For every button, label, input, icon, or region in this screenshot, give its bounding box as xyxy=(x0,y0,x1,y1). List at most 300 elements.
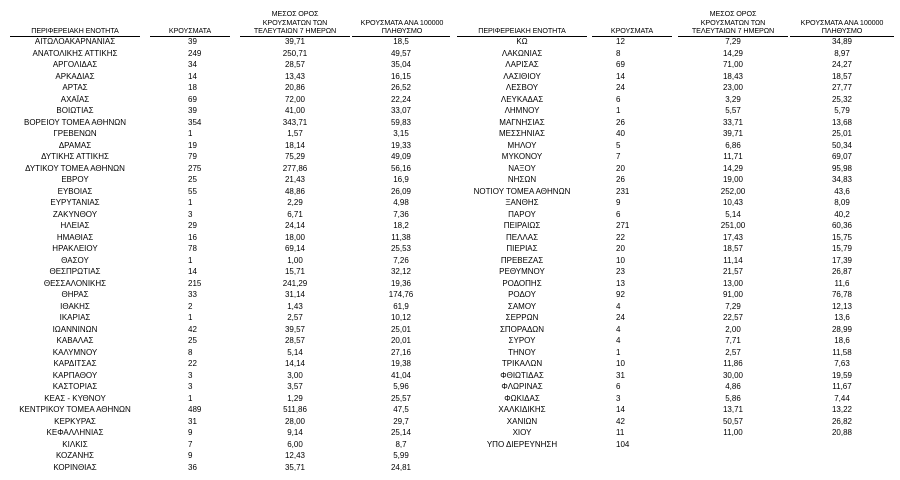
region-cell: ΦΛΩΡΙΝΑΣ xyxy=(501,382,543,391)
region-cell: ΗΡΑΚΛΕΙΟΥ xyxy=(52,244,98,253)
region-cell: ΚΟΡΙΝΘΙΑΣ xyxy=(53,462,97,472)
region-cell: ΝΑΞΟΥ xyxy=(508,163,536,173)
avg7-cell: 91,00 xyxy=(722,290,744,299)
avg7-cell: 5,57 xyxy=(725,106,741,115)
avg7-cell: 1,29 xyxy=(287,393,303,403)
region-cell: ΚΕΑΣ - ΚΥΘΝΟΥ xyxy=(44,393,106,403)
avg7-cell: 18,57 xyxy=(722,244,744,253)
cases-cell: 6 xyxy=(616,94,621,104)
cases-cell: 1 xyxy=(188,313,193,322)
region-cell: ΖΑΚΥΝΘΟΥ xyxy=(52,209,98,219)
avg7-cell: 18,14 xyxy=(284,140,306,150)
cases-cell: 1 xyxy=(188,198,193,207)
header-per100k xyxy=(352,2,452,36)
cases-cell: 6 xyxy=(616,209,621,219)
cases-cell: 26 xyxy=(616,175,625,184)
region-cell: ΔΥΤΙΚΟΥ ΤΟΜΕΑ ΑΘΗΝΩΝ xyxy=(25,163,125,173)
per100k-cell: 20,88 xyxy=(831,428,853,437)
cases-cell: 92 xyxy=(616,290,625,299)
per100k-cell: 60,36 xyxy=(831,221,853,230)
region-cell: ΜΑΓΝΗΣΙΑΣ xyxy=(499,117,545,127)
cases-cell: 16 xyxy=(188,232,197,242)
per100k-cell: 7,63 xyxy=(834,359,850,368)
avg7-cell: 241,29 xyxy=(282,278,308,288)
cases-cell: 31 xyxy=(616,370,625,380)
per100k-cell: 33,07 xyxy=(390,106,412,115)
avg7-cell: 31,14 xyxy=(284,290,306,299)
avg7-cell: 5,14 xyxy=(287,347,303,357)
cases-cell: 4 xyxy=(616,301,621,311)
region-cell: ΧΑΛΚΙΔΙΚΗΣ xyxy=(498,405,546,414)
avg7-cell: 17,43 xyxy=(722,232,744,242)
region-cell: ΕΥΡΥΤΑΝΙΑΣ xyxy=(50,198,100,207)
region-cell: ΠΡΕΒΕΖΑΣ xyxy=(500,255,544,265)
per100k-cell: 25,57 xyxy=(390,393,412,403)
avg7-cell: 20,86 xyxy=(284,83,306,92)
per100k-cell: 5,96 xyxy=(393,382,409,391)
region-cell: ΚΙΛΚΙΣ xyxy=(62,439,88,449)
avg7-cell: 19,00 xyxy=(722,175,744,184)
avg7-cell: 18,00 xyxy=(284,232,306,242)
avg7-cell: 252,00 xyxy=(720,186,746,196)
avg7-cell: 28,57 xyxy=(284,60,306,69)
cases-cell: 104 xyxy=(616,439,630,449)
per100k-cell: 8,97 xyxy=(834,48,850,58)
region-cell: ΤΗΝΟΥ xyxy=(508,347,536,357)
avg7-cell: 71,00 xyxy=(722,60,744,69)
avg7-cell: 14,14 xyxy=(284,359,306,368)
region-cell: ΣΥΡΟΥ xyxy=(508,336,536,345)
per100k-cell: 11,6 xyxy=(834,278,850,288)
avg7-cell: 14,29 xyxy=(722,163,744,173)
region-cell: ΠΕΛΛΑΣ xyxy=(505,232,539,242)
cases-cell: 354 xyxy=(188,117,202,127)
per100k-cell: 13,68 xyxy=(831,117,853,127)
avg7-cell: 343,71 xyxy=(282,117,308,127)
avg7-cell: 6,71 xyxy=(287,209,303,219)
cases-cell: 10 xyxy=(616,255,625,265)
per100k-cell: 49,57 xyxy=(390,48,412,58)
region-cell: ΦΩΚΙΔΑΣ xyxy=(504,393,540,403)
cases-cell: 7 xyxy=(616,152,621,161)
cases-cell: 3 xyxy=(616,393,621,403)
avg7-cell: 11,86 xyxy=(723,359,743,368)
region-cell: ΤΡΙΚΑΛΩΝ xyxy=(501,359,543,368)
region-cell: ΛΑΚΩΝΙΑΣ xyxy=(501,48,543,58)
avg7-cell: 50,57 xyxy=(722,416,744,426)
per100k-cell: 22,24 xyxy=(390,94,412,104)
region-cell: ΙΘΑΚΗΣ xyxy=(60,301,90,311)
cases-cell: 39 xyxy=(188,106,197,115)
cases-cell: 6 xyxy=(616,382,621,391)
region-cell: ΔΡΑΜΑΣ xyxy=(58,140,92,150)
cases-cell: 1 xyxy=(188,393,193,403)
avg7-cell: 511,86 xyxy=(283,405,307,414)
cases-cell: 12 xyxy=(616,37,625,46)
region-cell: ΓΡΕΒΕΝΩΝ xyxy=(53,129,97,138)
per100k-cell: 43,6 xyxy=(834,186,850,196)
region-cell: ΚΑΒΑΛΑΣ xyxy=(56,336,94,345)
per100k-cell: 49,09 xyxy=(390,152,412,161)
per100k-cell: 16,9 xyxy=(393,175,409,184)
per100k-cell: 34,83 xyxy=(831,175,853,184)
region-cell: ΑΡΓΟΛΙΔΑΣ xyxy=(52,60,98,69)
avg7-cell: 7,71 xyxy=(725,336,741,345)
avg7-cell: 9,14 xyxy=(287,428,303,437)
avg7-cell: 13,43 xyxy=(284,71,306,81)
cases-cell: 1 xyxy=(188,129,193,138)
per100k-cell: 25,32 xyxy=(831,94,853,104)
region-cell: ΠΙΕΡΙΑΣ xyxy=(506,244,538,253)
header-cases-text: ΚΡΟΥΣΜΑΤΑ xyxy=(610,26,654,36)
cases-cell: 9 xyxy=(188,428,193,437)
cases-cell: 14 xyxy=(188,267,197,276)
avg7-cell: 6,00 xyxy=(287,439,303,449)
per100k-cell: 11,67 xyxy=(832,382,852,391)
avg7-cell: 1,43 xyxy=(287,301,303,311)
cases-cell: 18 xyxy=(188,83,197,92)
cases-cell: 20 xyxy=(616,244,625,253)
region-cell: ΒΟΙΩΤΙΑΣ xyxy=(56,106,94,115)
per100k-cell: 19,59 xyxy=(831,370,853,380)
region-cell: ΘΑΣΟΥ xyxy=(61,255,89,265)
cases-cell: 23 xyxy=(616,267,625,276)
region-cell: ΒΟΡΕΙΟΥ ΤΟΜΕΑ ΑΘΗΝΩΝ xyxy=(23,117,127,127)
per100k-cell: 18,6 xyxy=(834,336,850,345)
region-cell: ΛΕΥΚΑΔΑΣ xyxy=(500,94,544,104)
region-cell: ΚΑΛΥΜΝΟΥ xyxy=(52,347,98,357)
region-cell: ΜΥΚΟΝΟΥ xyxy=(501,152,543,161)
avg7-cell: 2,00 xyxy=(725,324,741,334)
avg7-cell: 22,57 xyxy=(722,313,744,322)
region-cell: ΣΠΟΡΑΔΩΝ xyxy=(499,324,545,334)
region-cell: ΑΡΤΑΣ xyxy=(62,83,88,92)
avg7-cell: 39,71 xyxy=(722,129,744,138)
cases-cell: 4 xyxy=(616,324,621,334)
per100k-cell: 20,01 xyxy=(390,336,412,345)
region-cell: ΙΩΑΝΝΙΝΩΝ xyxy=(52,324,98,334)
avg7-cell: 28,57 xyxy=(284,336,306,345)
cases-cell: 24 xyxy=(616,83,625,92)
header-avg7 xyxy=(240,2,350,36)
avg7-cell: 3,29 xyxy=(725,94,741,104)
header-per100k-text: ΚΡΟΥΣΜΑΤΑ ΑΝΑ 100000 ΠΛΗΘΥΣΜΟ xyxy=(800,17,884,36)
per100k-cell: 26,09 xyxy=(390,186,412,196)
cases-cell: 25 xyxy=(188,175,197,184)
cases-cell: 31 xyxy=(188,416,197,426)
per100k-cell: 26,82 xyxy=(831,416,853,426)
avg7-cell: 250,71 xyxy=(282,48,308,58)
cases-cell: 5 xyxy=(616,140,621,150)
cases-cell: 25 xyxy=(188,336,197,345)
avg7-cell: 3,57 xyxy=(287,382,303,391)
per100k-cell: 41,04 xyxy=(390,370,412,380)
per100k-cell: 15,75 xyxy=(831,232,853,242)
avg7-cell: 72,00 xyxy=(284,94,306,104)
avg7-cell: 2,29 xyxy=(287,198,303,207)
avg7-cell: 5,86 xyxy=(725,393,741,403)
avg7-cell: 48,86 xyxy=(284,186,306,196)
cases-cell: 8 xyxy=(616,48,621,58)
per100k-cell: 10,12 xyxy=(390,313,412,322)
region-cell: ΚΑΣΤΟΡΙΑΣ xyxy=(52,382,98,391)
avg7-cell: 39,57 xyxy=(284,324,306,334)
per100k-cell: 11,38 xyxy=(391,232,411,242)
per100k-cell: 26,87 xyxy=(831,267,853,276)
avg7-cell: 75,29 xyxy=(284,152,306,161)
per100k-cell: 174,76 xyxy=(388,290,414,299)
cases-cell: 42 xyxy=(616,416,625,426)
avg7-cell: 35,71 xyxy=(284,462,306,472)
region-cell: ΜΗΛΟΥ xyxy=(507,140,537,150)
cases-cell: 22 xyxy=(616,232,625,242)
region-cell: ΚΕΝΤΡΙΚΟΥ ΤΟΜΕΑ ΑΘΗΝΩΝ xyxy=(19,405,131,414)
region-cell: ΔΥΤΙΚΗΣ ΑΤΤΙΚΗΣ xyxy=(41,152,109,161)
per100k-cell: 59,83 xyxy=(390,117,412,127)
per100k-cell: 95,98 xyxy=(831,163,853,173)
region-cell: ΘΕΣΣΑΛΟΝΙΚΗΣ xyxy=(43,278,107,288)
region-cell: ΛΑΡΙΣΑΣ xyxy=(505,60,539,69)
avg7-cell: 24,14 xyxy=(284,221,306,230)
avg7-cell: 39,71 xyxy=(284,37,306,46)
per100k-cell: 4,98 xyxy=(393,198,409,207)
avg7-cell: 14,29 xyxy=(722,48,744,58)
per100k-cell: 18,5 xyxy=(393,37,409,46)
region-cell: ΚΕΦΑΛΛΗΝΙΑΣ xyxy=(46,428,104,437)
region-cell: ΛΕΣΒΟΥ xyxy=(505,83,539,92)
region-cell: ΚΟΖΑΝΗΣ xyxy=(55,451,95,460)
avg7-cell: 33,71 xyxy=(722,117,744,127)
region-cell: ΚΕΡΚΥΡΑΣ xyxy=(54,416,96,426)
region-cell: ΥΠΟ ΔΙΕΡΕΥΝΗΣΗ xyxy=(486,439,558,449)
cases-cell: 3 xyxy=(188,382,193,391)
cases-cell: 34 xyxy=(188,60,197,69)
avg7-cell: 1,57 xyxy=(287,129,303,138)
per100k-cell: 29,7 xyxy=(393,416,409,426)
avg7-cell: 41,00 xyxy=(284,106,306,115)
per100k-cell: 13,6 xyxy=(834,313,850,322)
cases-cell: 1 xyxy=(616,106,621,115)
per100k-cell: 19,38 xyxy=(390,359,412,368)
per100k-cell: 32,12 xyxy=(390,267,412,276)
cases-cell: 14 xyxy=(188,71,197,81)
region-cell: ΧΙΟΥ xyxy=(512,428,532,437)
per100k-cell: 40,2 xyxy=(834,209,850,219)
per100k-cell: 7,26 xyxy=(393,255,409,265)
per100k-cell: 24,27 xyxy=(831,60,853,69)
header-region-text: ΠΕΡΙΦΕΡΕΙΑΚΗ ΕΝΟΤΗΤΑ xyxy=(478,26,566,36)
cases-cell: 271 xyxy=(616,221,630,230)
region-cell: ΚΑΡΔΙΤΣΑΣ xyxy=(53,359,97,368)
avg7-cell: 1,00 xyxy=(287,255,303,265)
cases-cell: 4 xyxy=(616,336,621,345)
cases-cell: 19 xyxy=(188,140,197,150)
cases-cell: 3 xyxy=(188,370,193,380)
per100k-cell: 28,99 xyxy=(831,324,853,334)
per100k-cell: 7,36 xyxy=(393,209,409,219)
per100k-cell: 11,58 xyxy=(832,347,852,357)
avg7-cell: 2,57 xyxy=(287,313,303,322)
cases-cell: 79 xyxy=(188,152,197,161)
cases-cell: 40 xyxy=(616,129,625,138)
region-cell: ΛΑΣΙΘΙΟΥ xyxy=(503,71,541,81)
per100k-cell: 76,78 xyxy=(831,290,853,299)
cases-cell: 14 xyxy=(616,71,625,81)
region-cell: ΚΑΡΠΑΘΟΥ xyxy=(52,370,98,380)
region-cell: ΞΑΝΘΗΣ xyxy=(505,198,539,207)
cases-cell: 22 xyxy=(188,359,197,368)
avg7-cell: 7,29 xyxy=(725,37,741,46)
per100k-cell: 25,53 xyxy=(390,244,412,253)
cases-cell: 13 xyxy=(616,278,625,288)
cases-cell: 39 xyxy=(188,37,197,46)
cases-cell: 3 xyxy=(188,209,193,219)
region-cell: ΗΛΕΙΑΣ xyxy=(60,221,90,230)
avg7-cell: 21,43 xyxy=(284,175,306,184)
cases-cell: 275 xyxy=(188,163,202,173)
region-cell: ΧΑΝΙΩΝ xyxy=(506,416,538,426)
header-avg7-text: ΜΕΣΟΣ ΟΡΟΣ ΚΡΟΥΣΜΑΤΩΝ ΤΩΝ ΤΕΛΕΥΤΑΙΩΝ 7 ΗΜΕΡΩΝ xyxy=(253,9,337,36)
region-cell: ΜΕΣΣΗΝΙΑΣ xyxy=(499,129,545,138)
per100k-cell: 27,77 xyxy=(831,83,853,92)
header-avg7 xyxy=(678,2,788,36)
cases-cell: 14 xyxy=(616,405,625,414)
per100k-cell: 61,9 xyxy=(393,301,409,311)
per100k-cell: 12,13 xyxy=(831,301,853,311)
per100k-cell: 34,89 xyxy=(831,37,853,46)
region-cell: ΠΑΡΟΥ xyxy=(508,209,536,219)
avg7-cell: 21,57 xyxy=(722,267,744,276)
region-cell: ΣΑΜΟΥ xyxy=(507,301,537,311)
region-cell: ΑΝΑΤΟΛΙΚΗΣ ΑΤΤΙΚΗΣ xyxy=(32,48,118,58)
header-avg7-text: ΜΕΣΟΣ ΟΡΟΣ ΚΡΟΥΣΜΑΤΩΝ ΤΩΝ ΤΕΛΕΥΤΑΙΩΝ 7 ΗΜΕΡΩΝ xyxy=(691,9,775,36)
avg7-cell: 277,86 xyxy=(282,163,308,173)
cases-cell: 29 xyxy=(188,221,197,230)
avg7-cell: 23,00 xyxy=(722,83,744,92)
avg7-cell: 11,00 xyxy=(723,428,743,437)
per100k-cell: 25,14 xyxy=(390,428,412,437)
region-cell: ΑΡΚΑΔΙΑΣ xyxy=(55,71,95,81)
cases-cell: 20 xyxy=(616,163,625,173)
header-per100k xyxy=(790,2,894,36)
per100k-cell: 25,01 xyxy=(831,129,853,138)
per100k-cell: 47,5 xyxy=(393,405,409,414)
per100k-cell: 18,2 xyxy=(393,221,409,230)
header-region xyxy=(10,2,140,36)
cases-cell: 7 xyxy=(188,439,193,449)
cases-cell: 1 xyxy=(616,347,621,357)
region-cell: ΑΧΑΪΑΣ xyxy=(60,94,90,104)
region-cell: ΦΘΙΩΤΙΔΑΣ xyxy=(500,370,544,380)
region-cell: ΠΕΙΡΑΙΩΣ xyxy=(503,221,541,230)
region-cell: ΘΕΣΠΡΩΤΙΑΣ xyxy=(49,267,101,276)
cases-cell: 231 xyxy=(616,186,630,196)
cases-cell: 26 xyxy=(616,117,625,127)
per100k-cell: 5,79 xyxy=(834,106,850,115)
per100k-cell: 35,04 xyxy=(390,60,412,69)
region-cell: ΣΕΡΡΩΝ xyxy=(505,313,539,322)
per100k-cell: 18,57 xyxy=(831,71,853,81)
per100k-cell: 3,15 xyxy=(393,129,409,138)
header-per100k-text: ΚΡΟΥΣΜΑΤΑ ΑΝΑ 100000 ΠΛΗΘΥΣΜΟ xyxy=(360,17,444,36)
per100k-cell: 27,16 xyxy=(390,347,412,357)
avg7-cell: 4,86 xyxy=(725,382,741,391)
region-cell: ΝΟΤΙΟΥ ΤΟΜΕΑ ΑΘΗΝΩΝ xyxy=(473,186,571,196)
region-cell: ΛΗΜΝΟΥ xyxy=(504,106,540,115)
cases-cell: 489 xyxy=(188,405,202,414)
per100k-cell: 19,36 xyxy=(390,278,412,288)
avg7-cell: 251,00 xyxy=(720,221,746,230)
region-cell: ΡΟΔΟΥ xyxy=(508,290,536,299)
region-cell: ΕΒΡΟΥ xyxy=(61,175,89,184)
avg7-cell: 13,00 xyxy=(722,278,744,288)
cases-cell: 36 xyxy=(188,462,197,472)
per100k-cell: 69,07 xyxy=(831,152,853,161)
cases-cell: 8 xyxy=(188,347,193,357)
avg7-cell: 3,00 xyxy=(287,370,303,380)
header-underline xyxy=(592,36,672,37)
cases-cell: 9 xyxy=(616,198,621,207)
avg7-cell: 10,43 xyxy=(722,198,744,207)
per100k-cell: 7,44 xyxy=(834,393,850,403)
cases-cell: 1 xyxy=(188,255,193,265)
avg7-cell: 5,14 xyxy=(725,209,741,219)
avg7-cell: 11,71 xyxy=(723,152,743,161)
avg7-cell: 2,57 xyxy=(725,347,741,357)
per100k-cell: 8,7 xyxy=(395,439,407,449)
region-cell: ΡΕΘΥΜΝΟΥ xyxy=(499,267,545,276)
region-cell: ΑΙΤΩΛΟΑΚΑΡΝΑΝΙΑΣ xyxy=(34,37,116,46)
cases-cell: 10 xyxy=(616,359,625,368)
cases-cell: 42 xyxy=(188,324,197,334)
cases-cell: 215 xyxy=(188,278,202,288)
avg7-cell: 12,43 xyxy=(284,451,306,460)
region-cell: ΗΜΑΘΙΑΣ xyxy=(56,232,94,242)
region-cell: ΝΗΣΩΝ xyxy=(507,175,537,184)
avg7-cell: 7,29 xyxy=(725,301,741,311)
header-region xyxy=(457,2,587,36)
cases-cell: 11 xyxy=(616,428,625,437)
header-cases xyxy=(592,2,672,36)
header-cases xyxy=(150,2,230,36)
per100k-cell: 8,09 xyxy=(834,198,850,207)
header-region-text: ΠΕΡΙΦΕΡΕΙΑΚΗ ΕΝΟΤΗΤΑ xyxy=(31,26,119,36)
region-cell: ΙΚΑΡΙΑΣ xyxy=(59,313,91,322)
per100k-cell: 5,99 xyxy=(393,451,409,460)
cases-cell: 9 xyxy=(188,451,193,460)
avg7-cell: 69,14 xyxy=(284,244,306,253)
per100k-cell: 56,16 xyxy=(390,163,412,173)
region-cell: ΘΗΡΑΣ xyxy=(61,290,89,299)
cases-cell: 2 xyxy=(188,301,193,311)
cases-cell: 78 xyxy=(188,244,197,253)
per100k-cell: 50,34 xyxy=(831,140,853,150)
per100k-cell: 25,01 xyxy=(390,324,412,334)
avg7-cell: 28,00 xyxy=(284,416,306,426)
region-cell: ΡΟΔΟΠΗΣ xyxy=(502,278,542,288)
cases-cell: 55 xyxy=(188,186,197,196)
avg7-cell: 18,43 xyxy=(722,71,744,81)
per100k-cell: 13,22 xyxy=(831,405,853,414)
per100k-cell: 16,15 xyxy=(390,71,412,81)
per100k-cell: 17,39 xyxy=(831,255,853,265)
region-cell: ΚΩ xyxy=(516,37,528,46)
avg7-cell: 11,14 xyxy=(723,255,743,265)
cases-cell: 69 xyxy=(616,60,625,69)
cases-cell: 33 xyxy=(188,290,197,299)
per100k-cell: 19,33 xyxy=(390,140,412,150)
cases-cell: 24 xyxy=(616,313,625,322)
